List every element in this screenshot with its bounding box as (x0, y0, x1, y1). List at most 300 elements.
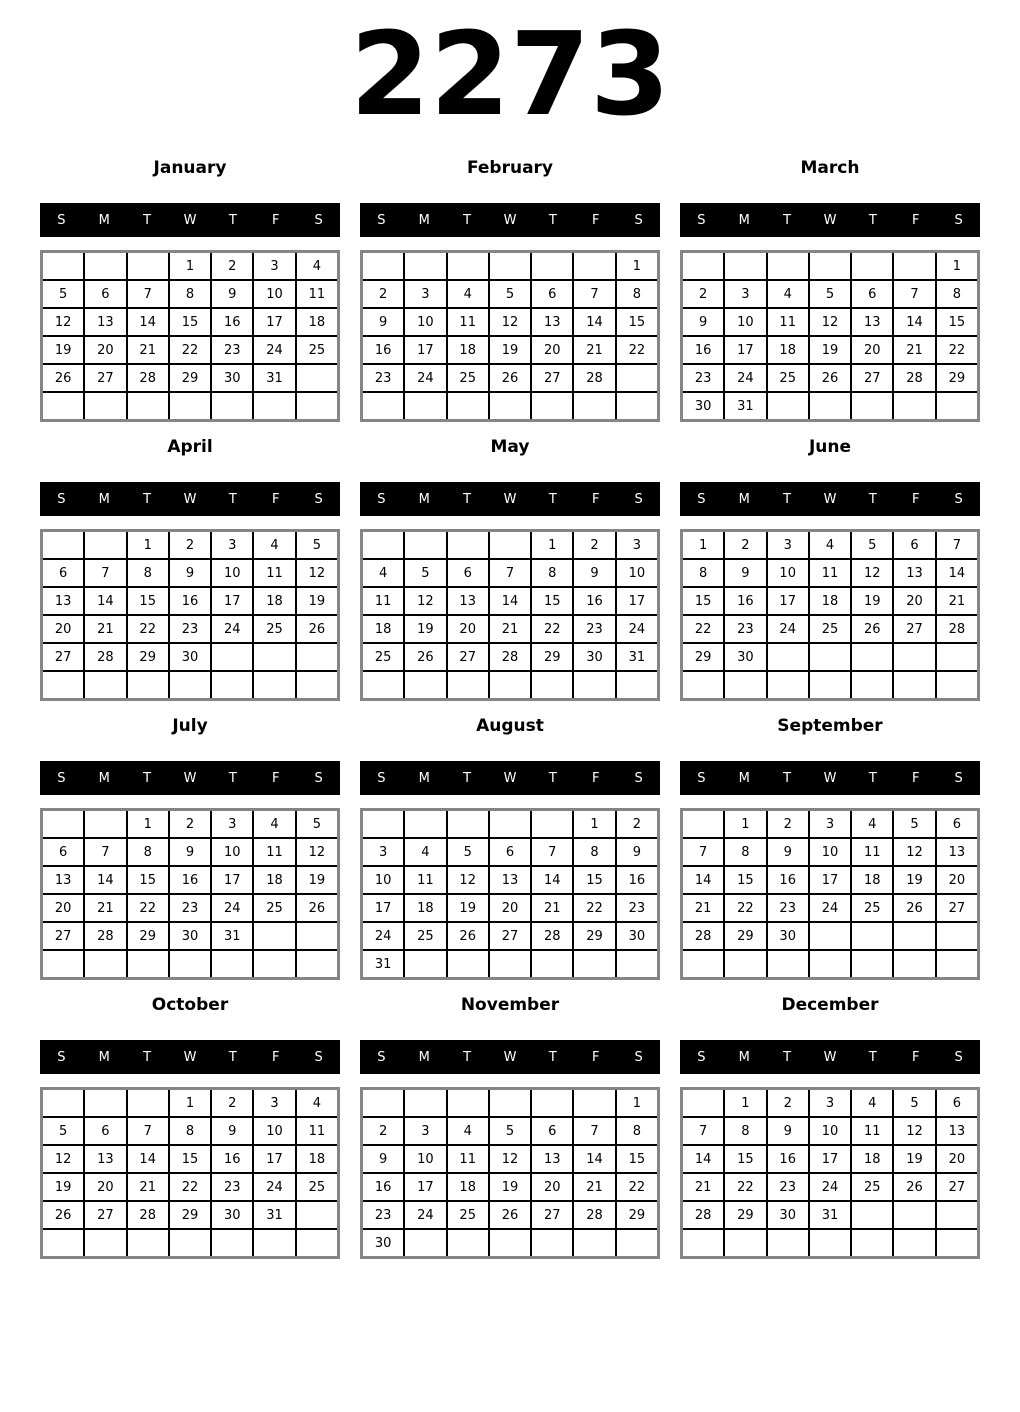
day-cell: 10 (212, 839, 252, 865)
day-cell: 31 (363, 951, 403, 977)
empty-day-cell (532, 1090, 572, 1116)
day-cell: 3 (254, 1090, 294, 1116)
day-cell: 24 (405, 1202, 445, 1228)
day-cell: 3 (768, 532, 808, 558)
month-day-grid (360, 1087, 660, 1259)
weekday-label: F (271, 491, 280, 507)
day-cell: 27 (532, 365, 572, 391)
day-cell: 26 (43, 365, 83, 391)
day-cell: 5 (43, 1118, 83, 1144)
empty-day-cell (768, 644, 808, 670)
empty-day-cell (617, 1230, 657, 1256)
day-cell: 30 (768, 923, 808, 949)
empty-day-cell (683, 951, 723, 977)
empty-day-cell (128, 951, 168, 977)
month-title: May (490, 437, 530, 457)
day-cell: 11 (254, 839, 294, 865)
day-cell: 3 (617, 532, 657, 558)
day-cell: 19 (852, 588, 892, 614)
day-cell: 3 (212, 532, 252, 558)
weekday-label: S (954, 1049, 963, 1065)
month-march (680, 158, 980, 422)
empty-day-cell (212, 951, 252, 977)
day-cell: 8 (617, 1118, 657, 1144)
empty-day-cell (128, 1230, 168, 1256)
empty-day-cell (128, 672, 168, 698)
day-cell: 13 (937, 839, 977, 865)
day-cell: 31 (810, 1202, 850, 1228)
day-cell: 16 (170, 588, 210, 614)
day-cell: 10 (725, 309, 765, 335)
weekday-label: T (463, 1049, 472, 1065)
day-cell: 7 (683, 1118, 723, 1144)
month-title: July (172, 716, 208, 736)
weekday-label: M (738, 770, 750, 786)
day-cell: 12 (852, 560, 892, 586)
day-cell: 17 (617, 588, 657, 614)
day-cell: 21 (894, 337, 934, 363)
day-cell: 8 (725, 839, 765, 865)
empty-day-cell (574, 672, 614, 698)
empty-day-cell (297, 923, 337, 949)
weekday-label: M (738, 491, 750, 507)
day-cell: 15 (128, 867, 168, 893)
weekday-label: S (954, 491, 963, 507)
day-cell: 7 (574, 1118, 614, 1144)
day-cell: 26 (852, 616, 892, 642)
month-title: June (808, 437, 852, 457)
month-september (680, 716, 980, 980)
weekday-header-row (360, 1040, 660, 1074)
day-cell: 4 (852, 1090, 892, 1116)
day-cell: 1 (725, 1090, 765, 1116)
day-cell: 22 (725, 1174, 765, 1200)
day-cell: 26 (405, 644, 445, 670)
day-cell: 9 (363, 1146, 403, 1172)
weekday-label: M (738, 1049, 750, 1065)
empty-day-cell (490, 1090, 530, 1116)
empty-day-cell (405, 253, 445, 279)
day-cell: 14 (128, 1146, 168, 1172)
weekday-label: W (823, 770, 837, 786)
day-cell: 5 (894, 1090, 934, 1116)
weekday-label: T (868, 212, 877, 228)
day-cell: 28 (532, 923, 572, 949)
day-cell: 8 (170, 1118, 210, 1144)
empty-day-cell (768, 951, 808, 977)
day-cell: 12 (43, 1146, 83, 1172)
day-cell: 9 (212, 281, 252, 307)
day-cell: 23 (170, 616, 210, 642)
day-cell: 7 (128, 1118, 168, 1144)
day-cell: 15 (725, 1146, 765, 1172)
weekday-label: S (697, 770, 706, 786)
empty-day-cell (768, 253, 808, 279)
empty-day-cell (937, 672, 977, 698)
day-cell: 15 (683, 588, 723, 614)
day-cell: 8 (937, 281, 977, 307)
day-cell: 5 (810, 281, 850, 307)
day-cell: 28 (683, 1202, 723, 1228)
day-cell: 23 (363, 1202, 403, 1228)
day-cell: 22 (937, 337, 977, 363)
day-cell: 6 (937, 1090, 977, 1116)
day-cell: 11 (405, 867, 445, 893)
day-cell: 30 (574, 644, 614, 670)
weekday-label: T (228, 770, 237, 786)
weekday-label: S (634, 212, 643, 228)
weekday-label: T (868, 770, 877, 786)
weekday-label: F (911, 212, 920, 228)
day-cell: 11 (810, 560, 850, 586)
empty-day-cell (725, 253, 765, 279)
day-cell: 2 (768, 1090, 808, 1116)
day-cell: 19 (490, 1174, 530, 1200)
empty-day-cell (448, 253, 488, 279)
day-cell: 7 (894, 281, 934, 307)
empty-day-cell (852, 951, 892, 977)
weekday-label: T (783, 212, 792, 228)
empty-day-cell (768, 1230, 808, 1256)
weekday-label: W (503, 491, 517, 507)
day-cell: 24 (405, 365, 445, 391)
day-cell: 11 (297, 1118, 337, 1144)
year-title: 2273 (349, 8, 671, 142)
day-cell: 26 (43, 1202, 83, 1228)
day-cell: 6 (43, 839, 83, 865)
day-cell: 5 (405, 560, 445, 586)
day-cell: 20 (85, 337, 125, 363)
empty-day-cell (574, 253, 614, 279)
empty-day-cell (725, 951, 765, 977)
empty-day-cell (894, 923, 934, 949)
day-cell: 19 (894, 867, 934, 893)
weekday-label: T (143, 491, 152, 507)
day-cell: 29 (725, 1202, 765, 1228)
empty-day-cell (405, 811, 445, 837)
day-cell: 18 (448, 337, 488, 363)
day-cell: 27 (937, 895, 977, 921)
day-cell: 21 (574, 1174, 614, 1200)
day-cell: 21 (85, 895, 125, 921)
weekday-label: M (98, 1049, 110, 1065)
day-cell: 4 (852, 811, 892, 837)
day-cell: 5 (852, 532, 892, 558)
empty-day-cell (254, 1230, 294, 1256)
day-cell: 23 (617, 895, 657, 921)
empty-day-cell (405, 951, 445, 977)
day-cell: 11 (448, 1146, 488, 1172)
day-cell: 17 (212, 867, 252, 893)
day-cell: 2 (574, 532, 614, 558)
day-cell: 13 (43, 867, 83, 893)
empty-day-cell (852, 393, 892, 419)
day-cell: 17 (810, 867, 850, 893)
day-cell: 10 (254, 281, 294, 307)
weekday-label: T (783, 1049, 792, 1065)
empty-day-cell (683, 811, 723, 837)
day-cell: 1 (617, 253, 657, 279)
empty-day-cell (405, 532, 445, 558)
day-cell: 29 (170, 365, 210, 391)
day-cell: 23 (212, 337, 252, 363)
day-cell: 13 (448, 588, 488, 614)
weekday-label: T (783, 770, 792, 786)
weekday-header-row (680, 203, 980, 237)
day-cell: 5 (43, 281, 83, 307)
weekday-label: M (98, 212, 110, 228)
empty-day-cell (810, 393, 850, 419)
day-cell: 14 (85, 867, 125, 893)
empty-day-cell (574, 393, 614, 419)
day-cell: 14 (85, 588, 125, 614)
day-cell: 15 (725, 867, 765, 893)
day-cell: 6 (43, 560, 83, 586)
weekday-label: F (271, 770, 280, 786)
day-cell: 23 (683, 365, 723, 391)
empty-day-cell (448, 393, 488, 419)
day-cell: 30 (768, 1202, 808, 1228)
day-cell: 22 (532, 616, 572, 642)
empty-day-cell (852, 644, 892, 670)
day-cell: 28 (894, 365, 934, 391)
empty-day-cell (405, 393, 445, 419)
weekday-label: T (548, 1049, 557, 1065)
day-cell: 29 (937, 365, 977, 391)
empty-day-cell (363, 811, 403, 837)
day-cell: 24 (363, 923, 403, 949)
weekday-label: W (183, 1049, 197, 1065)
day-cell: 27 (490, 923, 530, 949)
day-cell: 29 (617, 1202, 657, 1228)
day-cell: 8 (574, 839, 614, 865)
day-cell: 12 (894, 839, 934, 865)
weekday-label: F (591, 1049, 600, 1065)
day-cell: 21 (683, 895, 723, 921)
day-cell: 28 (128, 365, 168, 391)
empty-day-cell (170, 672, 210, 698)
day-cell: 6 (852, 281, 892, 307)
day-cell: 4 (810, 532, 850, 558)
empty-day-cell (937, 1202, 977, 1228)
day-cell: 8 (128, 839, 168, 865)
weekday-label: F (911, 491, 920, 507)
day-cell: 12 (43, 309, 83, 335)
day-cell: 16 (363, 1174, 403, 1200)
month-title: August (476, 716, 544, 736)
day-cell: 7 (683, 839, 723, 865)
day-cell: 7 (85, 560, 125, 586)
month-title: April (167, 437, 213, 457)
day-cell: 26 (297, 895, 337, 921)
day-cell: 15 (128, 588, 168, 614)
empty-day-cell (937, 1230, 977, 1256)
empty-day-cell (448, 951, 488, 977)
day-cell: 13 (532, 1146, 572, 1172)
day-cell: 16 (725, 588, 765, 614)
empty-day-cell (532, 393, 572, 419)
weekday-label: M (418, 491, 430, 507)
day-cell: 12 (297, 560, 337, 586)
day-cell: 18 (448, 1174, 488, 1200)
day-cell: 1 (725, 811, 765, 837)
day-cell: 17 (405, 1174, 445, 1200)
day-cell: 24 (810, 895, 850, 921)
day-cell: 13 (937, 1118, 977, 1144)
day-cell: 4 (297, 253, 337, 279)
day-cell: 16 (212, 309, 252, 335)
day-cell: 30 (170, 644, 210, 670)
day-cell: 3 (405, 1118, 445, 1144)
day-cell: 20 (894, 588, 934, 614)
empty-day-cell (532, 811, 572, 837)
day-cell: 21 (574, 337, 614, 363)
month-title: March (800, 158, 860, 178)
day-cell: 18 (297, 309, 337, 335)
day-cell: 25 (297, 337, 337, 363)
day-cell: 10 (810, 1118, 850, 1144)
weekday-label: S (57, 1049, 66, 1065)
day-cell: 25 (768, 365, 808, 391)
empty-day-cell (810, 951, 850, 977)
day-cell: 12 (297, 839, 337, 865)
day-cell: 12 (810, 309, 850, 335)
day-cell: 29 (532, 644, 572, 670)
weekday-label: T (783, 491, 792, 507)
day-cell: 3 (810, 811, 850, 837)
day-cell: 14 (683, 1146, 723, 1172)
day-cell: 3 (363, 839, 403, 865)
day-cell: 7 (937, 532, 977, 558)
month-day-grid (360, 808, 660, 980)
weekday-label: S (57, 212, 66, 228)
day-cell: 14 (937, 560, 977, 586)
day-cell: 30 (212, 1202, 252, 1228)
day-cell: 23 (574, 616, 614, 642)
day-cell: 29 (683, 644, 723, 670)
empty-day-cell (617, 672, 657, 698)
empty-day-cell (363, 393, 403, 419)
empty-day-cell (85, 1090, 125, 1116)
day-cell: 23 (768, 895, 808, 921)
weekday-label: M (98, 770, 110, 786)
empty-day-cell (405, 672, 445, 698)
empty-day-cell (85, 393, 125, 419)
day-cell: 31 (617, 644, 657, 670)
empty-day-cell (43, 253, 83, 279)
month-august (360, 716, 660, 980)
month-april (40, 437, 340, 701)
empty-day-cell (170, 951, 210, 977)
empty-day-cell (85, 951, 125, 977)
day-cell: 20 (532, 1174, 572, 1200)
day-cell: 9 (768, 839, 808, 865)
month-title: November (460, 995, 560, 1015)
day-cell: 28 (490, 644, 530, 670)
day-cell: 18 (254, 588, 294, 614)
day-cell: 14 (532, 867, 572, 893)
day-cell: 27 (852, 365, 892, 391)
empty-day-cell (363, 672, 403, 698)
month-day-grid (40, 1087, 340, 1259)
weekday-label: T (548, 491, 557, 507)
day-cell: 2 (170, 532, 210, 558)
empty-day-cell (574, 1090, 614, 1116)
empty-day-cell (212, 644, 252, 670)
day-cell: 1 (128, 532, 168, 558)
weekday-label: W (823, 491, 837, 507)
weekday-header-row (680, 482, 980, 516)
day-cell: 23 (212, 1174, 252, 1200)
weekday-label: F (271, 212, 280, 228)
day-cell: 31 (254, 365, 294, 391)
day-cell: 20 (852, 337, 892, 363)
day-cell: 31 (725, 393, 765, 419)
month-day-grid (680, 1087, 980, 1259)
day-cell: 20 (448, 616, 488, 642)
day-cell: 13 (532, 309, 572, 335)
month-title: September (777, 716, 883, 736)
empty-day-cell (448, 532, 488, 558)
day-cell: 4 (254, 532, 294, 558)
empty-day-cell (768, 393, 808, 419)
month-day-grid (40, 808, 340, 980)
day-cell: 6 (532, 281, 572, 307)
empty-day-cell (297, 365, 337, 391)
weekday-label: T (868, 491, 877, 507)
day-cell: 2 (212, 1090, 252, 1116)
day-cell: 18 (852, 867, 892, 893)
day-cell: 27 (448, 644, 488, 670)
day-cell: 30 (170, 923, 210, 949)
month-day-grid (680, 250, 980, 422)
empty-day-cell (894, 253, 934, 279)
day-cell: 16 (768, 1146, 808, 1172)
day-cell: 25 (254, 616, 294, 642)
weekday-label: W (183, 770, 197, 786)
weekday-label: T (228, 491, 237, 507)
empty-day-cell (768, 672, 808, 698)
empty-day-cell (363, 1090, 403, 1116)
day-cell: 19 (43, 337, 83, 363)
month-title: February (466, 158, 554, 178)
empty-day-cell (363, 532, 403, 558)
weekday-label: T (548, 770, 557, 786)
empty-day-cell (725, 1230, 765, 1256)
day-cell: 30 (212, 365, 252, 391)
empty-day-cell (43, 672, 83, 698)
day-cell: 25 (810, 616, 850, 642)
day-cell: 19 (43, 1174, 83, 1200)
day-cell: 6 (85, 1118, 125, 1144)
day-cell: 2 (725, 532, 765, 558)
empty-day-cell (490, 253, 530, 279)
weekday-label: S (634, 491, 643, 507)
empty-day-cell (212, 393, 252, 419)
day-cell: 13 (490, 867, 530, 893)
day-cell: 27 (532, 1202, 572, 1228)
day-cell: 26 (894, 1174, 934, 1200)
month-july (40, 716, 340, 980)
day-cell: 28 (85, 644, 125, 670)
weekday-label: S (57, 770, 66, 786)
day-cell: 20 (85, 1174, 125, 1200)
day-cell: 14 (490, 588, 530, 614)
day-cell: 8 (617, 281, 657, 307)
empty-day-cell (490, 811, 530, 837)
empty-day-cell (810, 923, 850, 949)
day-cell: 20 (490, 895, 530, 921)
